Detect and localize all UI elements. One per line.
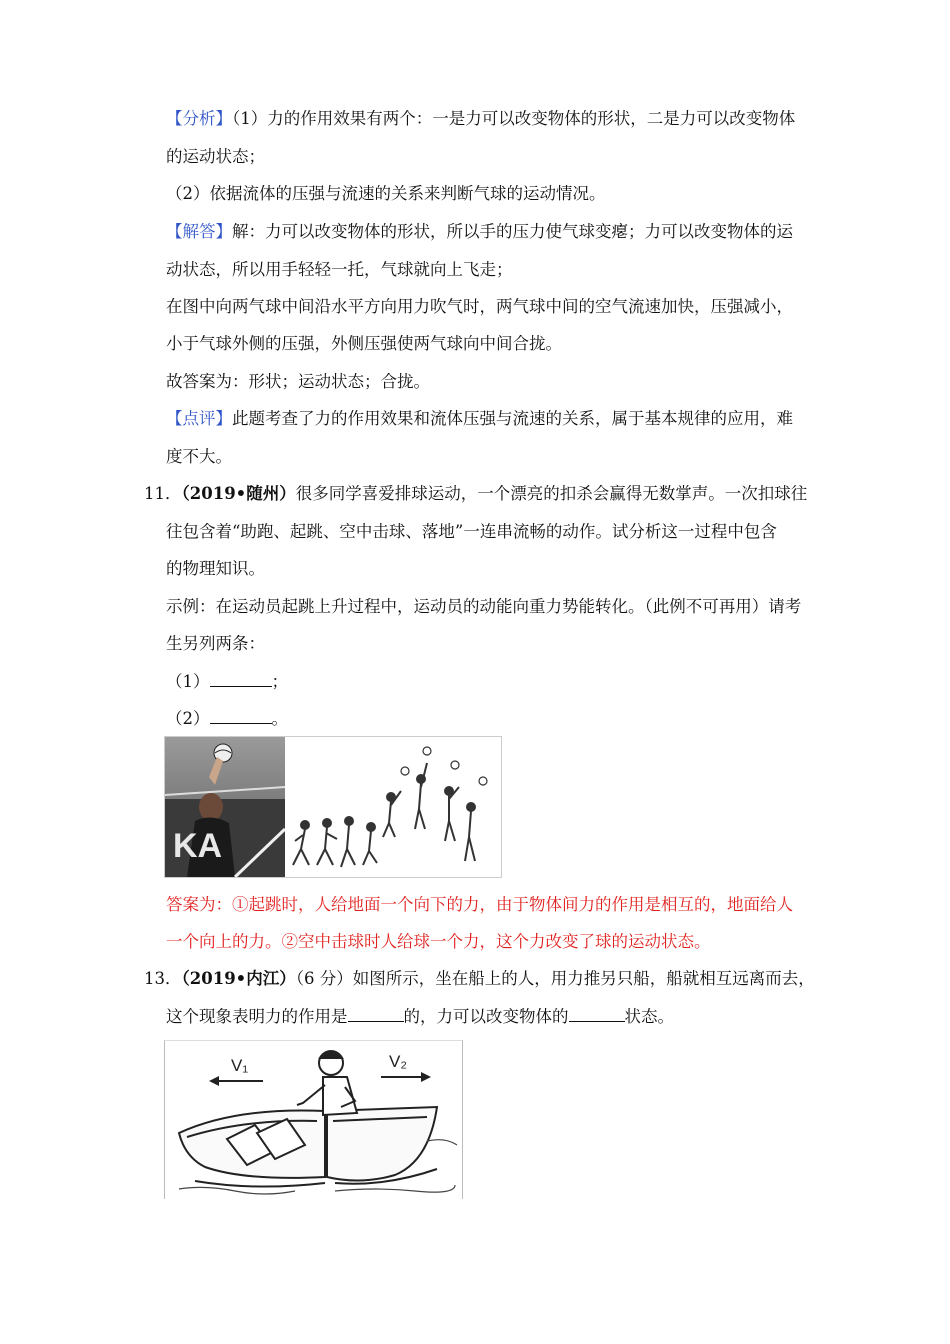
comment-line-2: 度不大。 <box>166 447 232 466</box>
player-head <box>199 793 223 821</box>
q11-answer-line-2: 一个向上的力。②空中击球时人给球一个力，这个力改变了球的运动状态。 <box>166 932 711 951</box>
comment-line-1: 【点评】此题考查了力的作用效果和流体压强与流速的关系，属于基本规律的应用，难 <box>166 409 793 428</box>
q11-number: 11． <box>144 484 182 503</box>
q13-source: （2019•内江） <box>181 969 296 988</box>
answer-line-2: 动状态，所以用手轻轻一托，气球就向上飞走； <box>166 260 513 279</box>
q11-line-4: 示例：在运动员起跳上升过程中，运动员的动能向重力势能转化。（此例不可再用）请考 <box>166 597 802 616</box>
q11-item-2: （2） 。 <box>166 709 288 728</box>
q11-blank-1[interactable] <box>210 672 272 687</box>
answer-line-3: 在图中向两气球中间沿水平方向用力吹气时，两气球中间的空气流速加快，压强减小， <box>166 297 793 316</box>
answer-tag: 【解答】 <box>166 222 232 241</box>
left-boat <box>179 1110 325 1186</box>
q11-blank-2[interactable] <box>210 709 272 724</box>
q11-line-5: 生另列两条： <box>166 634 265 653</box>
analysis-line-1: 【分析】（1）力的作用效果有两个：一是力可以改变物体的形状，二是力可以改变物体 <box>166 109 796 128</box>
answer-line-4: 小于气球外侧的压强，外侧压强使两气球向中间合拢。 <box>166 334 562 353</box>
v2-label: V₂ <box>389 1052 407 1071</box>
volleyball-figure-svg <box>165 737 501 877</box>
photo-ka-text: KA <box>173 827 223 865</box>
q11-source: （2019•随州） <box>181 484 296 503</box>
q13-blank-1[interactable] <box>348 1007 404 1022</box>
v1-label: V₁ <box>231 1056 249 1075</box>
answer-line-5: 故答案为：形状；运动状态；合拢。 <box>166 372 430 391</box>
q13-blank-2[interactable] <box>569 1007 625 1022</box>
q11-answer-line-1: 答案为：①起跳时，人给地面一个向下的力，由于物体间力的作用是相互的，地面给人 <box>166 895 793 914</box>
analysis-line-2: 的运动状态； <box>166 147 265 166</box>
q11-line-1: 11．（2019•随州）很多同学喜爱排球运动，一个漂亮的扣杀会赢得无数掌声。一次扣球往 <box>144 484 808 503</box>
q11-line-2: 往包含着“助跑、起跳、空中击球、落地”一连串流畅的动作。试分析这一过程中包含 <box>166 522 777 541</box>
q13-number: 13． <box>144 969 182 988</box>
comment-tag: 【点评】 <box>166 409 232 428</box>
q13-line-2: 这个现象表明力的作用是 的，力可以改变物体的 状态。 <box>166 1007 674 1026</box>
analysis-line-3: （2）依据流体的压强与流速的关系来判断气球的运动情况。 <box>166 184 606 203</box>
volleyball-figure <box>164 736 502 878</box>
right-boat <box>327 1107 437 1184</box>
boat-figure-svg <box>165 1041 462 1199</box>
q13-line-1: 13．（2019•内江）（6 分）如图所示，坐在船上的人，用力推另只船，船就相互远离而去， <box>144 969 815 988</box>
boat-figure <box>164 1040 463 1199</box>
q11-line-3: 的物理知识。 <box>166 559 265 578</box>
analysis-tag: 【分析】 <box>166 109 232 128</box>
q11-item-1: （1） ； <box>166 672 288 691</box>
person <box>297 1051 357 1115</box>
answer-line-1: 【解答】解：力可以改变物体的形状，所以手的压力使气球变瘪；力可以改变物体的运 <box>166 222 793 241</box>
